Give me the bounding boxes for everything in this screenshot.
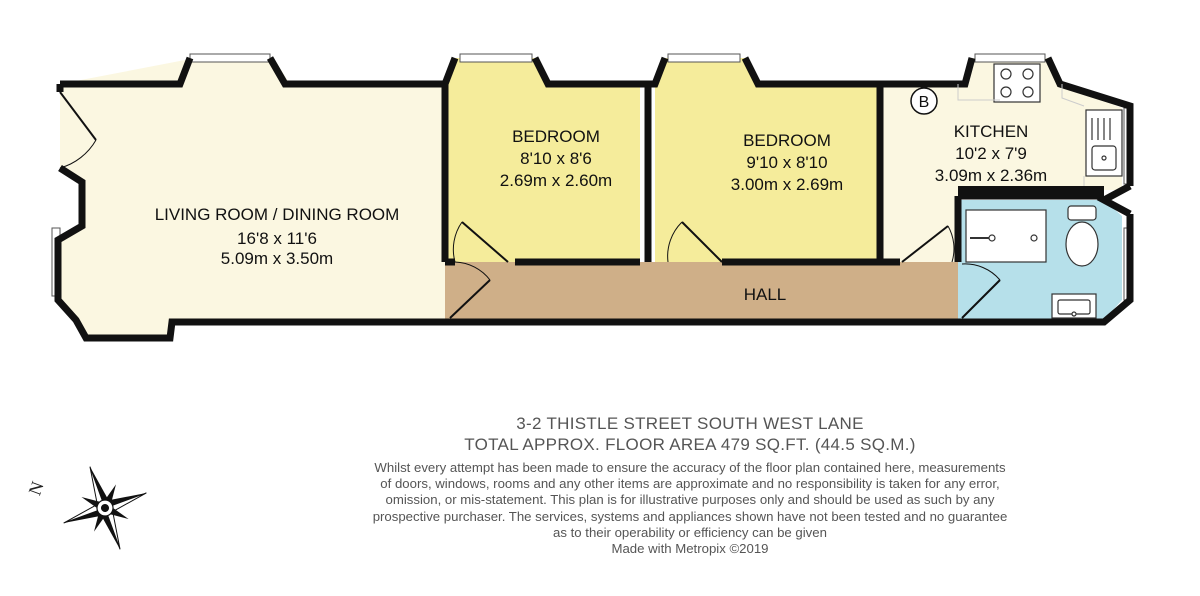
hall-name: HALL: [743, 285, 787, 304]
living-room-name: LIVING ROOM / DINING ROOM: [154, 205, 400, 224]
hob-icon: [994, 64, 1040, 102]
living-room-metric: 5.09m x 3.50m: [220, 249, 334, 268]
made-with-credit: Made with Metropix ©2019: [611, 541, 769, 557]
disclaimer: [300, 460, 1080, 557]
basin-icon: [1052, 294, 1096, 318]
bedroom-1-name: BEDROOM: [512, 127, 600, 146]
total-floor-area: TOTAL APPROX. FLOOR AREA 479 SQ.FT. (44.5 SQ.M.): [464, 435, 916, 454]
bedroom-2-metric: 3.00m x 2.69m: [730, 175, 844, 194]
toilet-icon: [1066, 206, 1098, 266]
kitchen-counter-wall: [958, 186, 1104, 196]
hall-area: [445, 262, 958, 320]
kitchen-name: KITCHEN: [953, 122, 1029, 141]
address-title: 3-2 THISTLE STREET SOUTH WEST LANE: [516, 414, 864, 433]
bedroom-1-metric: 2.69m x 2.60m: [499, 171, 613, 190]
bedroom-2-name: BEDROOM: [743, 131, 831, 150]
kitchen-metric: 3.09m x 2.36m: [934, 166, 1048, 185]
disclaimer-line: omission, or mis-statement. This plan is for illustrative purposes only and should be used as such by any: [385, 492, 995, 508]
living-room-area: [60, 60, 445, 335]
boiler-icon: [911, 88, 937, 114]
kitchen-imperial: 10'2 x 7'9: [955, 144, 1027, 163]
bedroom-1-imperial: 8'10 x 8'6: [520, 149, 592, 168]
svg-text:B: B: [918, 94, 930, 111]
disclaimer-line: of doors, windows, rooms and any other items are approximate and no responsibility is taken for any error,: [380, 476, 1000, 492]
disclaimer-line: Whilst every attempt has been made to ensure the accuracy of the floor plan contained here, measurements: [374, 460, 1006, 475]
bedroom-2-imperial: 9'10 x 8'10: [746, 153, 828, 172]
shower-icon: [966, 210, 1046, 262]
compass-north-label: N: [24, 478, 48, 498]
living-room-imperial: 16'8 x 11'6: [237, 229, 317, 248]
disclaimer-line: prospective purchaser. The services, systems and appliances shown have not been tested and no guarantee: [372, 508, 1008, 524]
kitchen-sink-icon: [1086, 110, 1122, 176]
compass-icon: [50, 458, 160, 558]
disclaimer-line: as to their operability or efficiency can be given: [553, 524, 827, 540]
